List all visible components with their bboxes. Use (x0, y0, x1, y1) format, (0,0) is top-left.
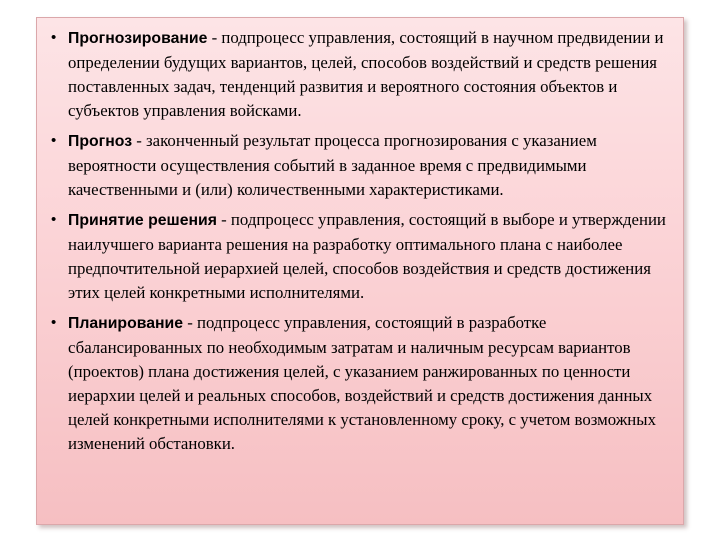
list-item-forecasting (51, 26, 669, 123)
definitions-list (51, 26, 669, 456)
term-planning: Планирование (68, 315, 184, 332)
term-forecasting: Прогнозирование (68, 30, 208, 47)
list-item-forecast (51, 129, 669, 202)
list-item-decision-making (51, 208, 669, 305)
term-decision-making: Принятие решения (68, 212, 217, 229)
definition-planning: - подпроцесс управления, состоящий в разработке сбалансированных по необходимым затратам и наличным ресурсам вариантов (проектов) плана достижения целей, с указанием ранжированных по ценности иерархии целей и реальных способов, воздействий и средств достижения данных целей конкретными исполнителями к установленному сроку, с учетом возможных изменений обстановки. (68, 313, 656, 453)
bullet-icon: • (51, 29, 57, 46)
definition-decision-making: - подпроцесс управления, состоящий в выборе и утверждении наилучшего варианта решения на разработку оптимального плана с наиболее предпочтительной иерархией целей, способов воздействия и средств достижения этих целей конкретными исполнителями. (68, 210, 666, 302)
bullet-icon: • (51, 132, 57, 149)
bullet-icon: • (51, 211, 57, 228)
definitions-text-box (36, 17, 684, 525)
definition-forecasting: - подпроцесс управления, состоящий в научном предвидении и определении будущих вариантов, целей, способов воздействий и средств решения поставленных задач, тенденций развития и вероятного состояния объектов и субъектов управления войсками. (68, 28, 664, 120)
definition-forecast: - законченный результат процесса прогнозирования с указанием вероятности осуществления событий в заданное время с предвидимыми качественными и (или) количественными характеристиками. (68, 131, 597, 199)
bullet-icon: • (51, 314, 57, 331)
list-item-planning (51, 311, 669, 456)
term-forecast: Прогноз (68, 133, 133, 150)
